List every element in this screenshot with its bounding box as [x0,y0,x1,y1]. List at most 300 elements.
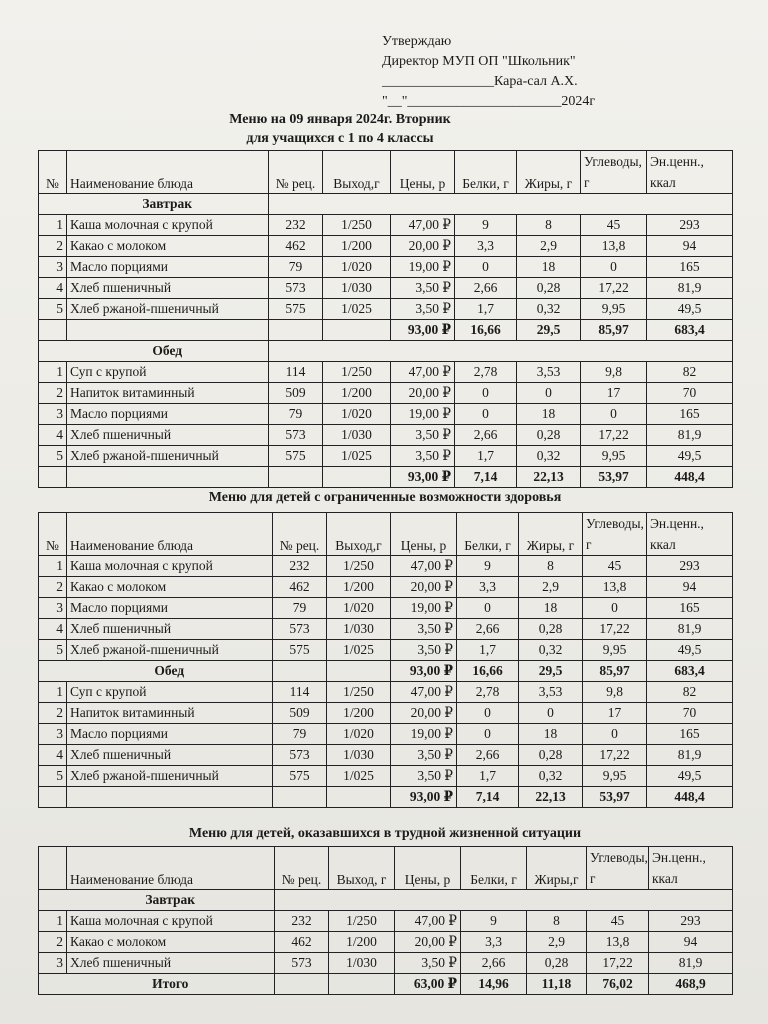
carbs: 17,22 [583,619,647,640]
approval-line-4: "__"______________________2024г [382,94,596,109]
carbs: 9,95 [581,446,647,467]
header-row [39,513,733,556]
total-energy: 683,4 [647,661,733,682]
price: 3,50 ₽ [395,953,461,974]
header-protein: Белки, г [455,151,517,194]
row-num: 2 [39,236,67,257]
fat: 2,9 [517,236,581,257]
total-price: 93,00 ₽ [391,661,457,682]
recipe-num: 573 [273,619,327,640]
total-price: 93,00 ₽ [391,787,457,808]
table-row [39,953,733,974]
yield: 1/250 [323,362,391,383]
row-num: 5 [39,640,67,661]
total-spacer [323,320,391,341]
dish-name: Напиток витаминный [67,703,273,724]
table-row [39,745,733,766]
row-num: 4 [39,278,67,299]
table-row [39,236,733,257]
total-spacer [275,974,329,995]
price: 20,00 ₽ [391,577,457,598]
total-row [39,467,733,488]
recipe-num: 573 [269,425,323,446]
total-protein: 14,96 [461,974,527,995]
dish-name: Хлеб пшеничный [67,278,269,299]
energy: 165 [647,257,733,278]
grand-total-label: Итого [67,974,275,995]
energy: 81,9 [647,745,733,766]
energy: 82 [647,682,733,703]
header-protein: Белки, г [457,513,519,556]
carbs: 9,95 [583,766,647,787]
total-fat: 22,13 [519,787,583,808]
energy: 165 [647,598,733,619]
approval-line-1: Утверждаю [382,34,452,49]
protein: 0 [455,257,517,278]
price: 3,50 ₽ [391,745,457,766]
header-yield: Выход, г [329,847,395,890]
fat: 0,28 [527,953,587,974]
price: 3,50 ₽ [391,640,457,661]
dish-name: Хлеб пшеничный [67,619,273,640]
fat: 0,28 [519,745,583,766]
yield: 1/200 [329,932,395,953]
row-num: 2 [39,383,67,404]
energy: 293 [649,911,733,932]
fat: 0,28 [517,278,581,299]
fat: 8 [517,215,581,236]
price: 19,00 ₽ [391,724,457,745]
header-dish-name: Наименование блюда [67,151,269,194]
total-spacer [327,787,391,808]
total-energy: 448,4 [647,467,733,488]
header-row [39,151,733,194]
menu-title-grade: для учащихся с 1 по 4 классы [246,131,434,146]
protein: 9 [461,911,527,932]
section-title-difficult-situation: Меню для детей, оказавшихся в трудной жизненной ситуации [188,826,582,841]
energy: 81,9 [647,619,733,640]
menu-table-disabilities [38,512,733,808]
carbs: 45 [583,556,647,577]
dish-name: Хлеб пшеничный [67,953,275,974]
row-num: 3 [39,953,67,974]
total-energy: 468,9 [649,974,733,995]
row-num: 4 [39,745,67,766]
header-energy: Эн.ценн., ккал [647,513,733,556]
total-carbs: 85,97 [581,320,647,341]
carbs: 9,95 [583,640,647,661]
header-energy: Эн.ценн., ккал [649,847,733,890]
carbs: 9,95 [581,299,647,320]
row-num: 3 [39,404,67,425]
header-price: Цены, р [395,847,461,890]
total-spacer [323,467,391,488]
meal-breakfast-spacer [39,890,67,911]
protein: 1,7 [457,766,519,787]
total-carbs: 53,97 [583,787,647,808]
header-carbs: Углеводы, г [581,151,647,194]
total-carbs: 85,97 [583,661,647,682]
header-dish-name: Наименование блюда [67,513,273,556]
table-row [39,911,733,932]
row-num: 5 [39,299,67,320]
energy: 81,9 [649,953,733,974]
meal-lunch-label: Обед [67,341,269,362]
row-num: 3 [39,598,67,619]
meal-breakfast-row [39,890,733,911]
dish-name: Хлеб пшеничный [67,745,273,766]
header-num: № [39,513,67,556]
total-carbs: 53,97 [581,467,647,488]
protein: 2,78 [457,682,519,703]
header-energy: Эн.ценн., ккал [647,151,733,194]
energy: 70 [647,703,733,724]
meal-breakfast-spacer [39,194,67,215]
protein: 9 [457,556,519,577]
recipe-num: 79 [269,404,323,425]
yield: 1/020 [323,404,391,425]
row-num: 1 [39,682,67,703]
yield: 1/250 [329,911,395,932]
row-num: 4 [39,619,67,640]
table-row [39,598,733,619]
total-label [67,787,273,808]
meal-lunch-row [39,341,733,362]
table-row [39,724,733,745]
fat: 0,28 [519,619,583,640]
yield: 1/030 [327,619,391,640]
carbs: 0 [583,724,647,745]
recipe-num: 114 [269,362,323,383]
energy: 49,5 [647,640,733,661]
dish-name: Суп с крупой [67,682,273,703]
meal-breakfast-row [39,194,733,215]
table-row [39,682,733,703]
total-price: 93,00 ₽ [391,467,455,488]
total-spacer [39,974,67,995]
total-energy: 683,4 [647,320,733,341]
table-row [39,278,733,299]
total-spacer [329,974,395,995]
total-label [67,320,269,341]
header-price: Цены, р [391,151,455,194]
table-row [39,299,733,320]
price: 3,50 ₽ [391,446,455,467]
table-row [39,404,733,425]
dish-name: Хлеб ржаной-пшеничный [67,640,273,661]
yield: 1/250 [323,215,391,236]
approval-line-3: ________________Кара-сал А.Х. [382,74,578,89]
recipe-num: 232 [275,911,329,932]
header-num [39,847,67,890]
dish-name: Масло порциями [67,404,269,425]
section-title-disabilities: Меню для детей с ограниченные возможности здоровья [208,490,562,505]
protein: 1,7 [455,446,517,467]
recipe-num: 509 [273,703,327,724]
total-spacer [39,320,67,341]
fat: 0,32 [519,640,583,661]
fat: 0,28 [517,425,581,446]
energy: 82 [647,362,733,383]
yield: 1/200 [323,236,391,257]
dish-name: Масло порциями [67,598,273,619]
yield: 1/020 [327,724,391,745]
dish-name: Каша молочная с крупой [67,911,275,932]
table-row [39,383,733,404]
table-row [39,577,733,598]
header-fat: Жиры,г [527,847,587,890]
dish-name: Каша молочная с крупой [67,556,273,577]
yield: 1/200 [327,577,391,598]
table-row [39,556,733,577]
price: 19,00 ₽ [391,257,455,278]
carbs: 17 [583,703,647,724]
protein: 3,3 [455,236,517,257]
fat: 18 [517,257,581,278]
carbs: 13,8 [587,932,649,953]
table-row [39,362,733,383]
header-yield: Выход,г [323,151,391,194]
table-row [39,932,733,953]
row-num: 1 [39,911,67,932]
dish-name: Какао с молоком [67,932,275,953]
price: 19,00 ₽ [391,598,457,619]
dish-name: Каша молочная с крупой [67,215,269,236]
total-carbs: 76,02 [587,974,649,995]
protein: 1,7 [457,640,519,661]
total-price: 93,00 ₽ [391,320,455,341]
price: 20,00 ₽ [391,383,455,404]
yield: 1/030 [327,745,391,766]
energy: 49,5 [647,766,733,787]
menu-table-grades-1-4 [38,150,733,488]
price: 47,00 ₽ [391,682,457,703]
recipe-num: 509 [269,383,323,404]
menu-title [150,110,530,148]
recipe-num: 573 [269,278,323,299]
total-fat: 29,5 [519,661,583,682]
energy: 293 [647,556,733,577]
header-recipe-num: № рец. [269,151,323,194]
fat: 0 [517,383,581,404]
header-fat: Жиры, г [519,513,583,556]
carbs: 17,22 [583,745,647,766]
dish-name: Масло порциями [67,257,269,278]
carbs: 9,8 [581,362,647,383]
row-num: 2 [39,703,67,724]
protein: 3,3 [457,577,519,598]
yield: 1/020 [327,598,391,619]
protein: 0 [457,598,519,619]
dish-name: Масло порциями [67,724,273,745]
price: 20,00 ₽ [391,236,455,257]
dish-name: Хлеб ржаной-пшеничный [67,446,269,467]
fat: 18 [519,598,583,619]
total-protein: 7,14 [457,787,519,808]
recipe-num: 114 [273,682,327,703]
yield: 1/025 [327,766,391,787]
carbs: 0 [581,404,647,425]
table-row [39,257,733,278]
dish-name: Напиток витаминный [67,383,269,404]
yield: 1/030 [323,278,391,299]
protein: 2,66 [455,278,517,299]
carbs: 45 [581,215,647,236]
menu-table-difficult-situation [38,846,733,995]
protein: 0 [455,404,517,425]
protein: 2,66 [457,745,519,766]
total-protein: 16,66 [457,661,519,682]
meal-breakfast-label: Завтрак [67,194,269,215]
carbs: 17 [581,383,647,404]
protein: 0 [455,383,517,404]
row-num: 3 [39,724,67,745]
row-num: 5 [39,446,67,467]
price: 3,50 ₽ [391,425,455,446]
fat: 3,53 [517,362,581,383]
protein: 0 [457,703,519,724]
header-carbs: Углеводы, г [587,847,649,890]
table-row [39,446,733,467]
price: 47,00 ₽ [391,556,457,577]
row-num: 3 [39,257,67,278]
energy: 49,5 [647,446,733,467]
header-price: Цены, р [391,513,457,556]
header-yield: Выход,г [327,513,391,556]
recipe-num: 462 [275,932,329,953]
yield: 1/250 [327,682,391,703]
recipe-num: 79 [273,724,327,745]
fat: 8 [519,556,583,577]
table-row [39,425,733,446]
recipe-num: 232 [269,215,323,236]
fat: 0,32 [519,766,583,787]
recipe-num: 462 [273,577,327,598]
yield: 1/025 [323,446,391,467]
row-num: 4 [39,425,67,446]
row-num: 1 [39,362,67,383]
price: 47,00 ₽ [391,215,455,236]
price: 47,00 ₽ [391,362,455,383]
yield: 1/025 [327,640,391,661]
recipe-num: 575 [273,766,327,787]
price: 20,00 ₽ [391,703,457,724]
total-spacer [327,661,391,682]
grand-total-row [39,974,733,995]
protein: 9 [455,215,517,236]
price: 19,00 ₽ [391,404,455,425]
yield: 1/025 [323,299,391,320]
protein: 2,66 [455,425,517,446]
carbs: 17,22 [581,425,647,446]
price: 20,00 ₽ [395,932,461,953]
dish-name: Какао с молоком [67,236,269,257]
total-spacer [39,661,67,682]
recipe-num: 575 [269,299,323,320]
fat: 2,9 [519,577,583,598]
fat: 0,32 [517,299,581,320]
total-row [39,661,733,682]
table-row [39,619,733,640]
carbs: 13,8 [583,577,647,598]
fat: 3,53 [519,682,583,703]
energy: 293 [647,215,733,236]
total-spacer [39,467,67,488]
carbs: 17,22 [587,953,649,974]
meal-lunch-spacer-right [269,341,733,362]
price: 3,50 ₽ [391,278,455,299]
header-dish-name: Наименование блюда [67,847,275,890]
price: 3,50 ₽ [391,766,457,787]
dish-name: Хлеб ржаной-пшеничный [67,766,273,787]
dish-name: Суп с крупой [67,362,269,383]
protein: 2,66 [457,619,519,640]
total-row [39,320,733,341]
carbs: 45 [587,911,649,932]
table-row [39,766,733,787]
header-recipe-num: № рец. [275,847,329,890]
carbs: 0 [581,257,647,278]
approval-line-2: Директор МУП ОП "Школьник" [382,54,576,69]
recipe-num: 575 [269,446,323,467]
meal-breakfast-label: Завтрак [67,890,275,911]
total-protein: 7,14 [455,467,517,488]
approval-block [382,32,595,112]
table-row [39,640,733,661]
energy: 94 [647,236,733,257]
price: 3,50 ₽ [391,299,455,320]
total-protein: 16,66 [455,320,517,341]
total-spacer [273,787,327,808]
energy: 70 [647,383,733,404]
total-spacer [269,467,323,488]
total-fat: 22,13 [517,467,581,488]
carbs: 13,8 [581,236,647,257]
row-num: 1 [39,215,67,236]
carbs: 9,8 [583,682,647,703]
carbs: 0 [583,598,647,619]
meal-breakfast-spacer-right [275,890,733,911]
table-row [39,703,733,724]
yield: 1/020 [323,257,391,278]
energy: 165 [647,404,733,425]
total-price: 63,00 ₽ [395,974,461,995]
header-fat: Жиры, г [517,151,581,194]
dish-name: Хлеб пшеничный [67,425,269,446]
fat: 2,9 [527,932,587,953]
row-num: 2 [39,932,67,953]
protein: 1,7 [455,299,517,320]
protein: 3,3 [461,932,527,953]
protein: 2,78 [455,362,517,383]
fat: 8 [527,911,587,932]
header-row [39,847,733,890]
menu-title-date: Меню на 09 января 2024г. Вторник [229,112,451,127]
total-fat: 11,18 [527,974,587,995]
dish-name: Какао с молоком [67,577,273,598]
recipe-num: 232 [273,556,327,577]
total-label [67,467,269,488]
yield: 1/200 [327,703,391,724]
recipe-num: 462 [269,236,323,257]
recipe-num: 573 [275,953,329,974]
recipe-num: 79 [273,598,327,619]
row-num: 2 [39,577,67,598]
price: 47,00 ₽ [395,911,461,932]
yield: 1/200 [323,383,391,404]
carbs: 17,22 [581,278,647,299]
energy: 94 [647,577,733,598]
